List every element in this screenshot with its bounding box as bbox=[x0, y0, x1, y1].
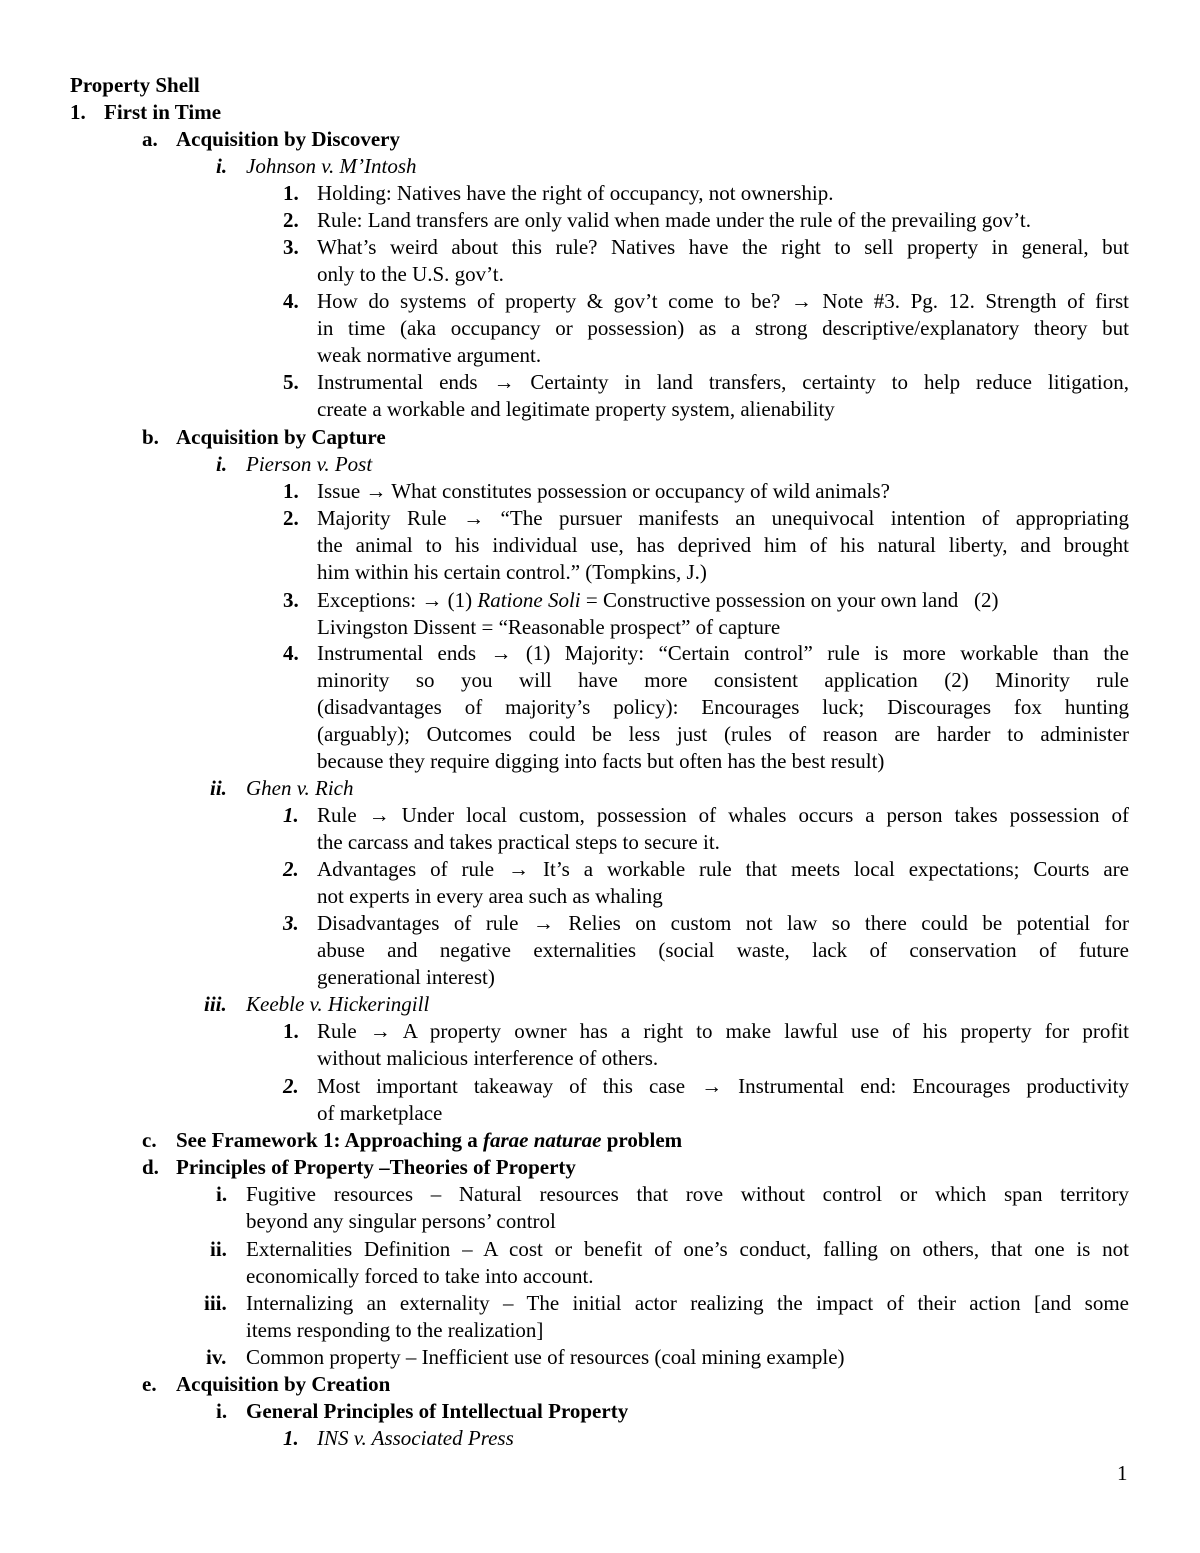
outline-marker: 1. bbox=[70, 100, 86, 124]
outline-marker: i. bbox=[216, 1182, 228, 1206]
note-text: only to the U.S. gov’t. bbox=[317, 262, 504, 286]
note-text: Internalizing an externality – The initial actor realizing the impact of their action [and some bbox=[246, 1291, 1129, 1315]
document-title: Property Shell bbox=[70, 73, 200, 97]
outline-marker: iii. bbox=[204, 992, 227, 1016]
outline-marker: 2. bbox=[283, 506, 299, 530]
outline-marker: 1. bbox=[283, 1019, 299, 1043]
note-text: not experts in every area such as whaling bbox=[317, 884, 663, 908]
page-number: 1 bbox=[1117, 1461, 1128, 1485]
subsection-heading: Principles of Property –Theories of Property bbox=[176, 1155, 576, 1179]
note-text: without malicious interference of others. bbox=[317, 1046, 659, 1070]
outline-marker: e. bbox=[142, 1372, 157, 1396]
outline-marker: 2. bbox=[283, 208, 299, 232]
note-text: him within his certain control.” (Tompkins, J.) bbox=[317, 560, 707, 584]
subsection-heading: Acquisition by Capture bbox=[176, 425, 386, 449]
note-text: Most important takeaway of this case → Instrumental end: Encourages productivity bbox=[317, 1074, 1129, 1098]
note-text: create a workable and legitimate property system, alienability bbox=[317, 397, 835, 421]
note-text: Instrumental ends → Certainty in land transfers, certainty to help reduce litigation, bbox=[317, 370, 1129, 394]
note-text: Holding: Natives have the right of occupancy, not ownership. bbox=[317, 181, 834, 205]
note-text: beyond any singular persons’ control bbox=[246, 1209, 556, 1233]
note-text: items responding to the realization] bbox=[246, 1318, 544, 1342]
case-name: Ghen v. Rich bbox=[246, 776, 354, 800]
outline-marker: 3. bbox=[283, 588, 299, 612]
outline-marker: 1. bbox=[283, 1426, 299, 1450]
outline-marker: 2. bbox=[283, 857, 299, 881]
note-text: Rule → Under local custom, possession of whales occurs a person takes possession of bbox=[317, 803, 1129, 827]
outline-marker: iv. bbox=[206, 1345, 227, 1369]
outline-marker: 1. bbox=[283, 803, 299, 827]
topic-heading: General Principles of Intellectual Property bbox=[246, 1399, 629, 1423]
outline-marker: 1. bbox=[283, 479, 299, 503]
note-text: in time (aka occupancy or possession) as a strong descriptive/explanatory theory but bbox=[317, 316, 1129, 340]
note-text: (arguably); Outcomes could be less just (rules of reason are harder to administer bbox=[317, 722, 1129, 746]
case-name: Johnson v. M’Intosh bbox=[246, 154, 417, 178]
note-text: Common property – Inefficient use of resources (coal mining example) bbox=[246, 1345, 845, 1369]
note-text: Instrumental ends → (1) Majority: “Certain control” rule is more workable than the bbox=[317, 641, 1129, 665]
note-text: Advantages of rule → It’s a workable rule that meets local expectations; Courts are bbox=[317, 857, 1129, 881]
case-name: Pierson v. Post bbox=[246, 452, 373, 476]
note-text: Livingston Dissent = “Reasonable prospect” of capture bbox=[317, 615, 781, 639]
note-text: (disadvantages of majority’s policy): Encourages luck; Discourages fox hunting bbox=[317, 695, 1129, 719]
subsection-heading: Acquisition by Discovery bbox=[176, 127, 401, 151]
case-name: INS v. Associated Press bbox=[317, 1426, 514, 1450]
note-text: How do systems of property & gov’t come to be? → Note #3. Pg. 12. Strength of first bbox=[317, 289, 1129, 313]
outline-marker: 2. bbox=[283, 1074, 299, 1098]
outline-marker: 3. bbox=[283, 911, 299, 935]
outline-marker: 1. bbox=[283, 181, 299, 205]
note-text: What’s weird about this rule? Natives have the right to sell property in general, but bbox=[317, 235, 1129, 259]
section-heading: First in Time bbox=[104, 100, 222, 124]
case-name: Keeble v. Hickeringill bbox=[246, 992, 430, 1016]
note-text-segment: Exceptions: → (1) bbox=[317, 588, 478, 612]
outline-marker: d. bbox=[142, 1155, 159, 1179]
outline-marker: i. bbox=[216, 1399, 228, 1423]
note-text: the carcass and takes practical steps to secure it. bbox=[317, 830, 720, 854]
outline-marker: 4. bbox=[283, 289, 299, 313]
note-text: economically forced to take into account. bbox=[246, 1264, 594, 1288]
latin-term: Ratione Soli bbox=[477, 588, 581, 612]
outline-marker: i. bbox=[216, 452, 228, 476]
note-text-segment: = Constructive possession on your own land (2) bbox=[580, 588, 999, 612]
outline-marker: iii. bbox=[204, 1291, 227, 1315]
note-text: Rule → A property owner has a right to make lawful use of his property for profit bbox=[317, 1019, 1129, 1043]
note-text: minority so you will have more consistent application (2) Minority rule bbox=[317, 668, 1129, 692]
note-text bbox=[317, 587, 1129, 614]
note-text: generational interest) bbox=[317, 965, 495, 989]
outline-marker: a. bbox=[142, 127, 158, 151]
outline-marker: ii. bbox=[210, 776, 227, 800]
note-text: Majority Rule → “The pursuer manifests an unequivocal intention of appropriating bbox=[317, 506, 1129, 530]
note-text: because they require digging into facts but often has the best result) bbox=[317, 749, 885, 773]
note-text: Issue → What constitutes possession or occupancy of wild animals? bbox=[317, 479, 890, 503]
subsection-heading: Acquisition by Creation bbox=[176, 1372, 391, 1396]
outline-marker: b. bbox=[142, 425, 159, 449]
note-text: Rule: Land transfers are only valid when made under the rule of the prevailing gov’t. bbox=[317, 208, 1031, 232]
latin-term: farae naturae bbox=[483, 1128, 602, 1152]
heading-segment: problem bbox=[601, 1128, 683, 1152]
note-text: Externalities Definition – A cost or benefit of one’s conduct, falling on others, that one is not bbox=[246, 1237, 1129, 1261]
note-text: the animal to his individual use, has deprived him of his natural liberty, and brought bbox=[317, 533, 1129, 557]
note-text: Disadvantages of rule → Relies on custom not law so there could be potential for bbox=[317, 911, 1129, 935]
note-text: weak normative argument. bbox=[317, 343, 542, 367]
note-text: Fugitive resources – Natural resources that rove without control or which span territory bbox=[246, 1182, 1129, 1206]
note-text: of marketplace bbox=[317, 1101, 443, 1125]
heading-segment: See Framework 1: Approaching a bbox=[176, 1128, 484, 1152]
outline-marker: 5. bbox=[283, 370, 299, 394]
outline-marker: i. bbox=[216, 154, 228, 178]
outline-marker: 4. bbox=[283, 641, 299, 665]
note-text: abuse and negative externalities (social waste, lack of conservation of future bbox=[317, 938, 1129, 962]
outline-marker: c. bbox=[142, 1128, 157, 1152]
outline-marker: 3. bbox=[283, 235, 299, 259]
outline-marker: ii. bbox=[210, 1237, 227, 1261]
subsection-heading bbox=[176, 1127, 682, 1154]
